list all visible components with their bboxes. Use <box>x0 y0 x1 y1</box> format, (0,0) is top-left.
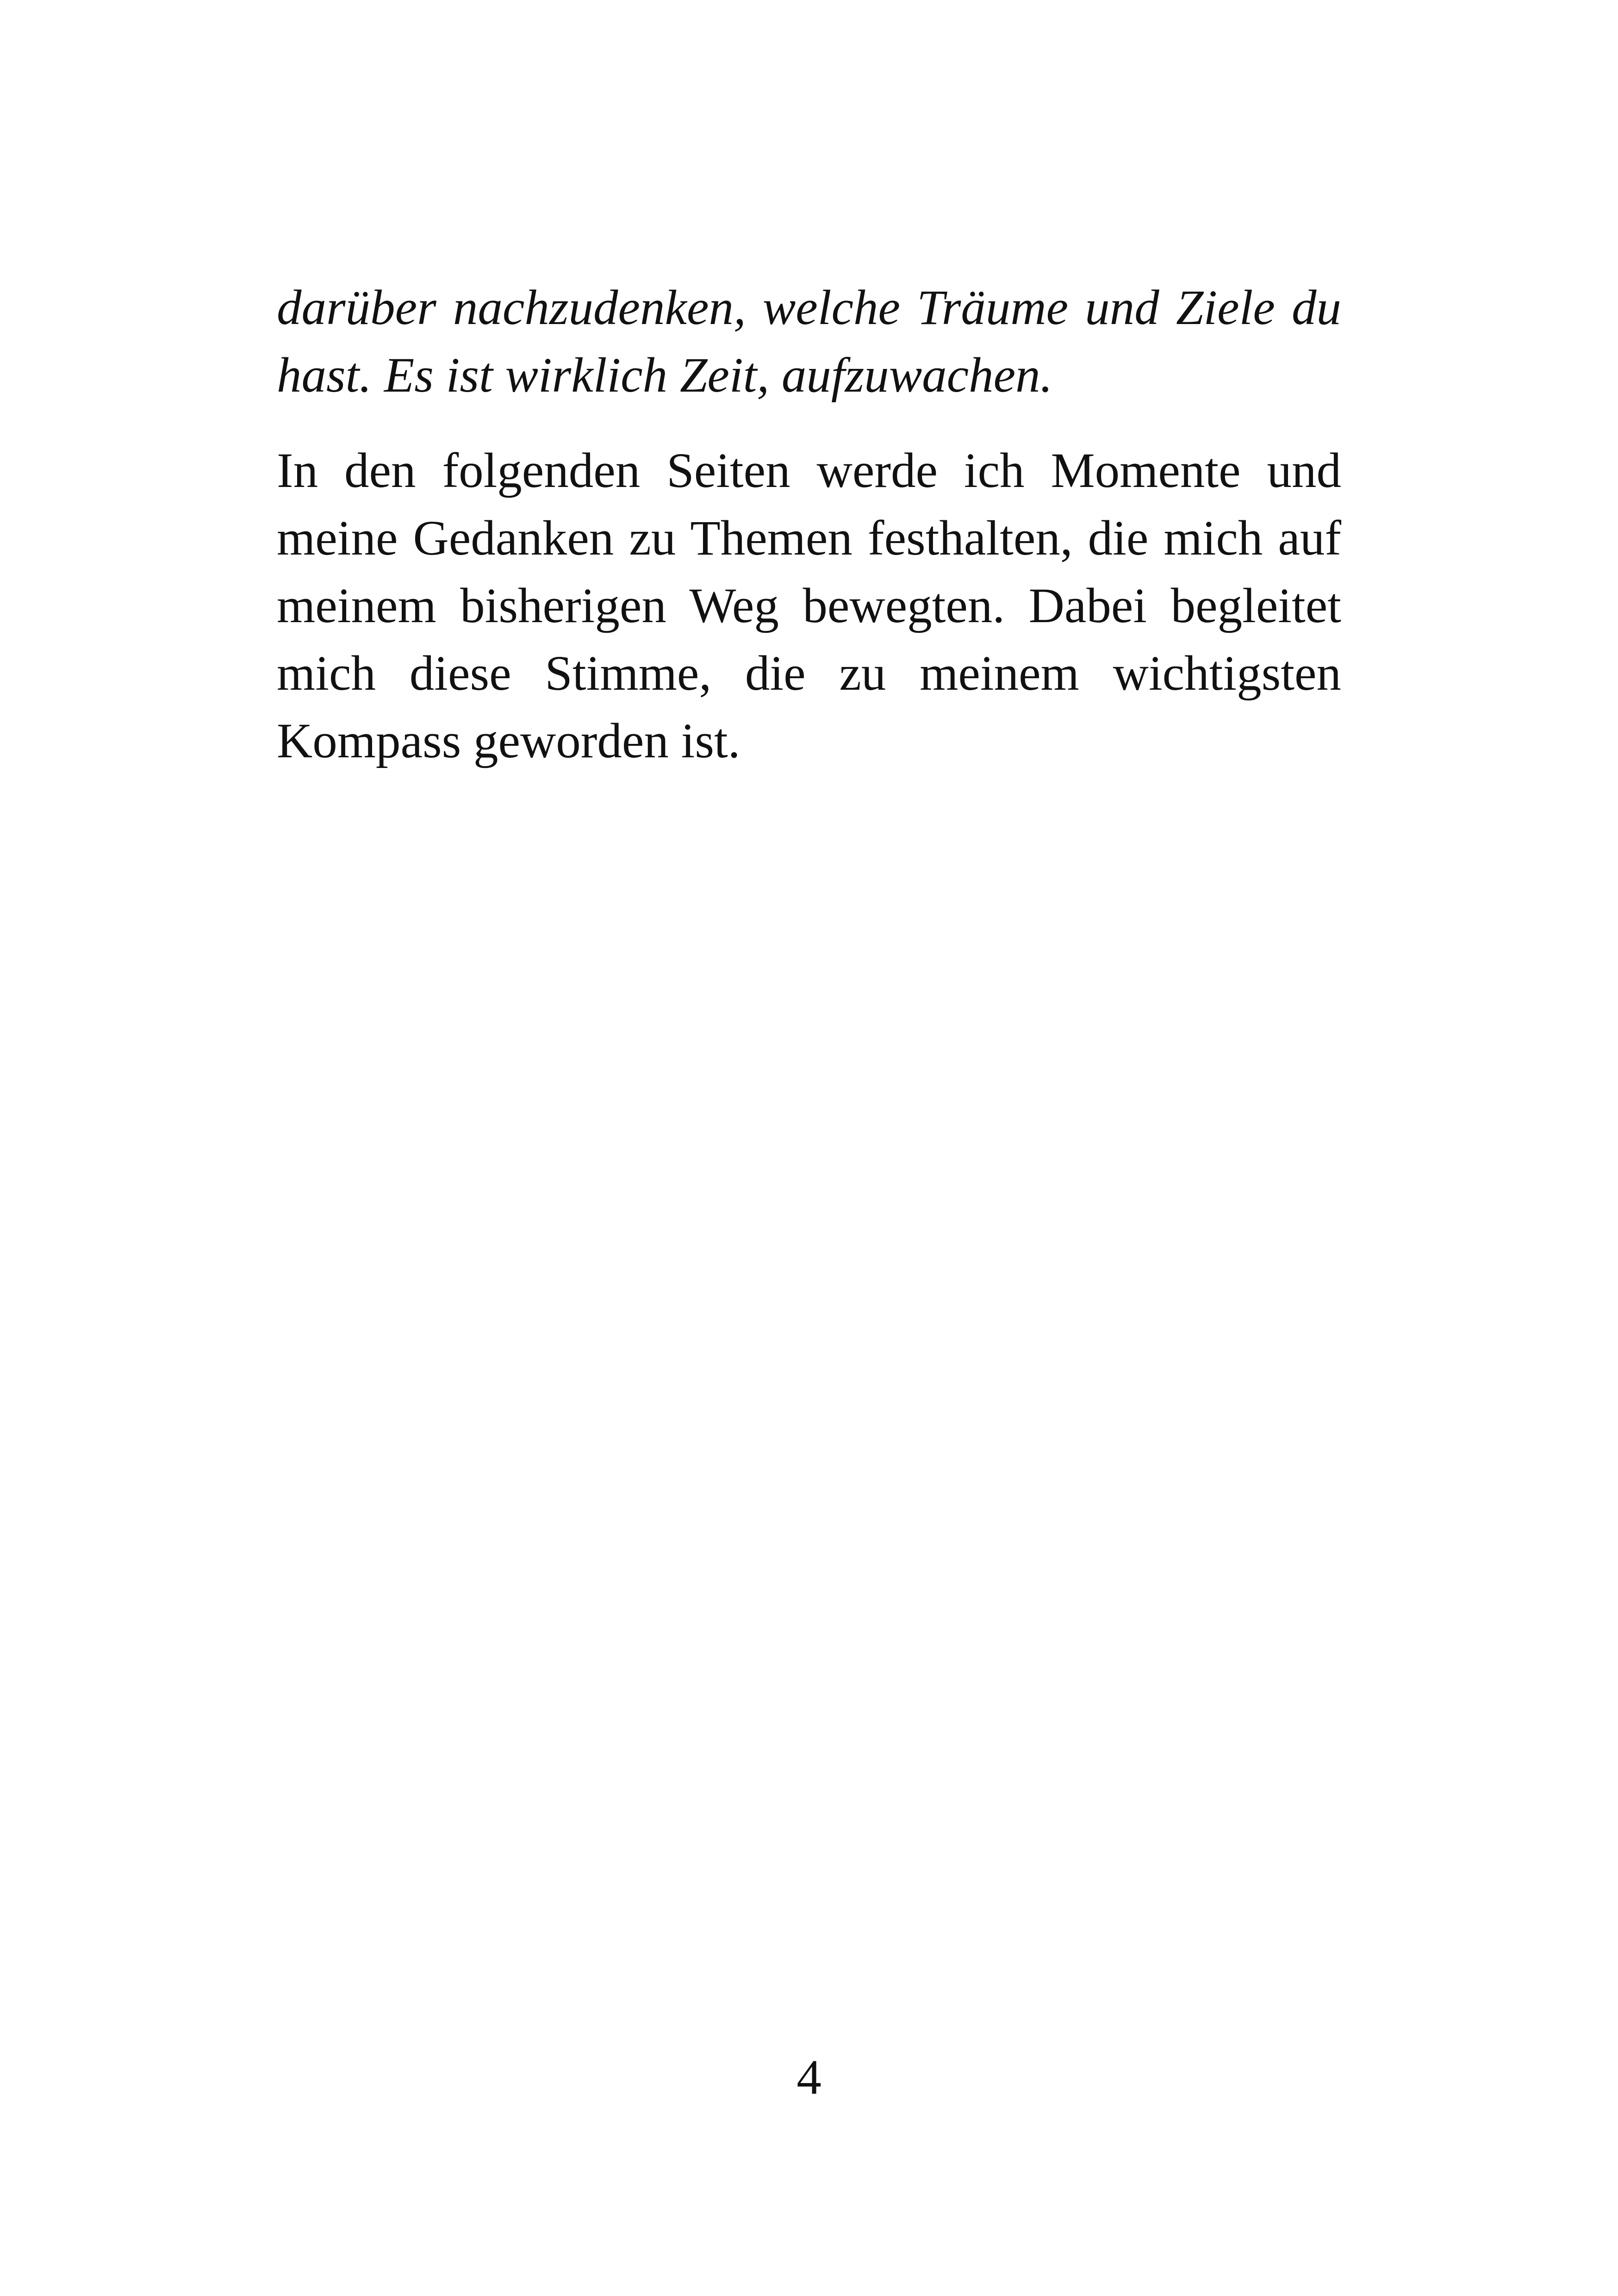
text-line: darüber nachzudenken, welche Träume und Ziele du <box>277 281 1341 335</box>
italic-paragraph <box>277 274 1341 409</box>
paragraph-spacing <box>277 409 1341 437</box>
text-line: meine Gedanken zu Themen festhalten, die mich auf <box>277 511 1341 566</box>
page-number: 4 <box>797 2050 821 2105</box>
text-line: mich diese Stimme, die zu meinem wichtigsten <box>277 646 1341 701</box>
text-line: meinem bisherigen Weg bewegten. Dabei begleitet <box>277 579 1341 633</box>
text-line: hast. Es ist wirklich Zeit, aufzuwachen. <box>277 348 1053 403</box>
body-paragraph <box>277 437 1341 775</box>
text-line: Kompass geworden ist. <box>277 714 741 768</box>
body-text <box>277 274 1341 775</box>
text-line: In den folgenden Seiten werde ich Momente und <box>277 443 1341 498</box>
